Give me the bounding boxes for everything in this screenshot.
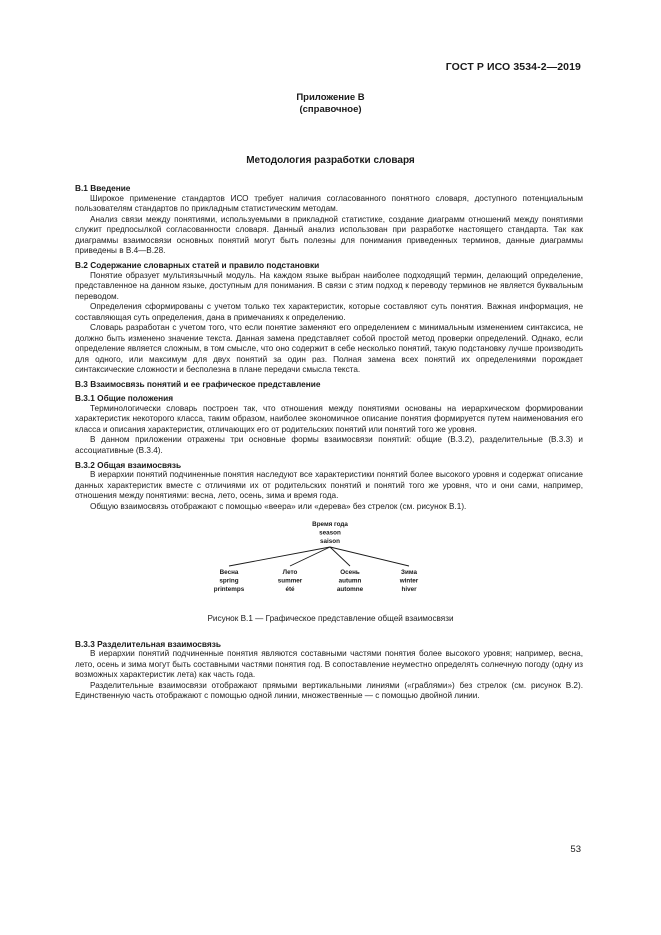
tree-child-label: Осень: [340, 569, 360, 576]
section-heading: В.1 Введение: [75, 183, 131, 193]
tree-branch-line: [330, 547, 409, 566]
tree-child-label: Зима: [401, 569, 417, 576]
concept-tree-diagram: [0, 518, 661, 608]
section-heading: В.3.1 Общие положения: [75, 393, 174, 403]
section-heading: В.3.3 Разделительная взаимосвязь: [75, 638, 221, 649]
tree-child-label: Лето: [282, 569, 298, 576]
document-body: [75, 183, 583, 702]
paragraph: Широкое применение стандартов ИСО требует наличия согласованного понятного словаря, доступного потенциальным пользователям стандартов по прикладным статистическим методам.: [75, 193, 583, 213]
tree-child-label: winter: [399, 577, 419, 585]
document-title: Методология разработки словаря: [246, 155, 415, 166]
tree-branch-line: [290, 547, 330, 566]
tree-child-label: été: [285, 586, 295, 593]
figure-caption: Рисунок В.1 — Графическое представление общей взаимосвязи: [207, 614, 454, 623]
section-heading: В.2 Содержание словарных статей и правило подстановки: [75, 260, 320, 270]
paragraph: Разделительные взаимосвязи отображают прямыми вертикальными линиями («граблями») без стрелок (см. рисунок В.2). Единственную часть отображают с помощью одной линии, множественные — с помощью двойной линии.: [75, 680, 583, 700]
figure-b1: [0, 518, 661, 608]
tree-branch-line: [229, 547, 330, 566]
tree-child-label: summer: [277, 577, 303, 585]
tree-child-label: hiver: [401, 586, 417, 593]
section-heading: В.3.2 Общая взаимосвязь: [75, 459, 182, 470]
paragraph: В иерархии понятий подчиненные понятия являются составными частями понятия более высокого уровня; например, весна, лето, осень и зима могут быть составными частями понятия год. В сопоставление неуместно определять солнечную погоду (одну из возможных характеристик лета) как часть года.: [75, 649, 583, 679]
paragraph: В иерархии понятий подчиненные понятия наследуют все характеристики понятий более высокого уровня и содержат описание данных характеристик вместе с отличиями их от родительских понятий и понятий того же уровня, что и они сами, например, отношения между понятиями: весна, лето, осень, зима и время года.: [75, 470, 583, 500]
tree-child-label: autumn: [338, 577, 362, 585]
tree-root-label: Время года: [312, 521, 348, 528]
paragraph: Терминологически словарь построен так, что отношения между понятиями основаны на иерархическом формировании характеристик некоторого класса, таким образом, наиболее экономичное описание понятия формируется путем наименования его класса и описания характеристик, отличающих его от родительских понятий или понятий того же уровня.: [75, 403, 583, 434]
tree-child-label: spring: [219, 577, 239, 585]
paragraph: Словарь разработан с учетом того, что если понятие заменяют его определением с минимальным изменением синтаксиса, не должно быть изменено значение текста. Данная замена представляет собой простой метод проверки определений. Однако, если определение является сложным, в том смысле, что оно содержит в себе несколько понятий, такую подстановку лучше производить для одного, или максимум для двух понятий за один раз. Полная замена всех понятий их определениями порождает синтаксические сложности и бесполезна в плане передачи смысла текста.: [75, 323, 583, 374]
tree-child-label: Весна: [219, 569, 239, 576]
paragraph: Понятие образует мультиязычный модуль. На каждом языке выбран наиболее подходящий термин, делающий определение, представленное на данном языке, доступным для понимания. В связи с этим подход к переводу терминов не является буквальным переводом.: [75, 270, 583, 301]
section-heading: В.3 Взаимосвязь понятий и ее графическое представление: [75, 379, 321, 389]
tree-root-label: season: [319, 529, 341, 537]
paragraph: Определения сформированы с учетом только тех характеристик, которые составляют суть понятия. Важная информация, не составляющая суть определения, дана в примечаниях к определению.: [75, 302, 583, 322]
paragraph: В данном приложении отражены три основные формы взаимосвязи понятий: общие (В.3.2), разделительные (В.3.3) и ассоциативные (В.3.4).: [75, 435, 583, 455]
appendix-heading: [0, 92, 661, 116]
appendix-subtitle: (справочное): [299, 104, 362, 115]
standard-header: ГОСТ Р ИСО 3534-2—2019: [445, 61, 581, 73]
tree-child-label: printemps: [213, 586, 245, 593]
appendix-title: Приложение В: [296, 92, 365, 103]
page-number: 53: [570, 844, 581, 855]
tree-child-label: automne: [336, 586, 364, 593]
paragraph: Анализ связи между понятиями, используемыми в прикладной статистике, создание диаграмм отношений между понятиями служит предпосылкой согласованности словаря. Данный анализ использован при разработке настоящего стандарта. Так как диаграммы взаимосвязи основных понятий могут быть полезны для понимания приведенных терминов, данные диаграммы приведены в В.4—В.28.: [75, 214, 583, 255]
tree-root-label: saison: [320, 538, 340, 545]
paragraph: Общую взаимосвязь отображают с помощью «веера» или «дерева» без стрелок (см. рисунок В.1).: [90, 501, 467, 511]
